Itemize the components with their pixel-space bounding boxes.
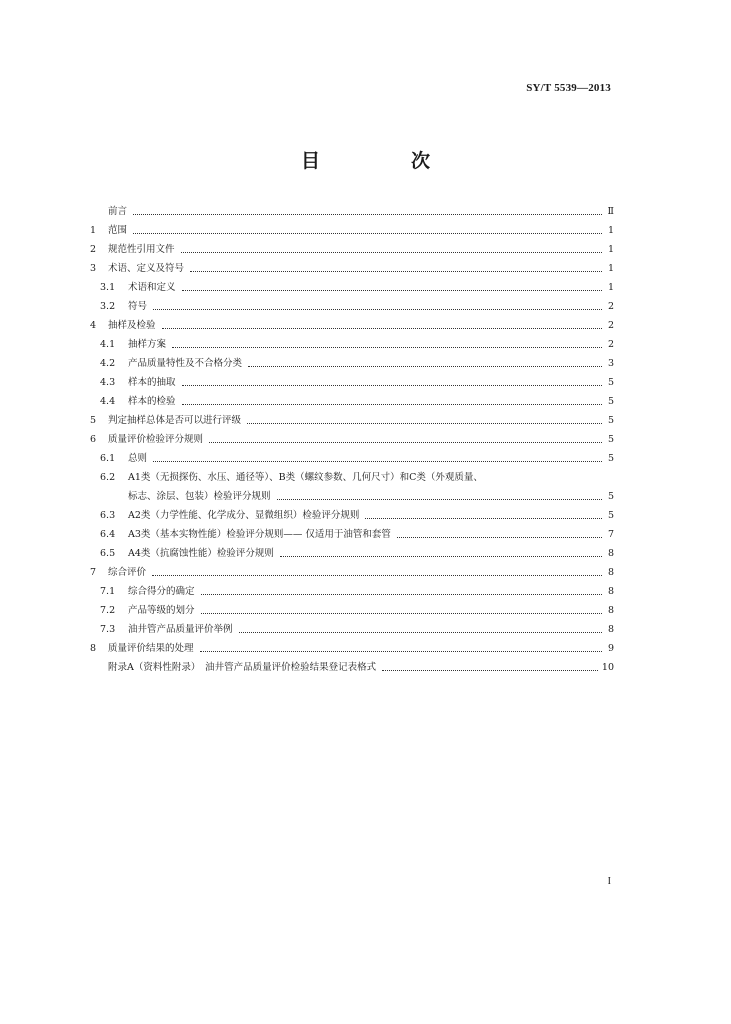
dot-leader	[365, 518, 602, 519]
toc-entry-number: 6.3	[100, 510, 116, 521]
toc-entry[interactable]	[90, 547, 614, 560]
toc-entry-page: Ⅱ	[607, 206, 614, 217]
toc-entry-page: 5	[607, 415, 614, 426]
toc-entry-number: 4	[90, 320, 97, 331]
toc-entry[interactable]	[90, 300, 614, 313]
dot-leader	[152, 575, 602, 576]
toc-entry-label: 判定抽样总体是否可以进行评级	[108, 415, 242, 426]
toc-entry-label: 规范性引用文件	[108, 244, 175, 255]
toc-entry-label: 范围	[108, 225, 128, 236]
dot-leader	[277, 499, 602, 500]
toc-entry[interactable]	[90, 338, 614, 351]
toc-entry-number: 6.1	[100, 453, 116, 464]
dot-leader	[382, 670, 598, 671]
toc-entry-page: 8	[607, 624, 614, 635]
dot-leader	[133, 233, 602, 234]
toc-entry-page: 5	[607, 510, 614, 521]
toc-entry-label: 术语、定义及符号	[108, 263, 185, 274]
toc-entry-number: 5	[90, 415, 97, 426]
toc-entry[interactable]	[90, 433, 614, 446]
toc-entry-label: 总则	[128, 453, 148, 464]
toc-entry-label: 油井管产品质量评价举例	[128, 624, 233, 635]
dot-leader	[201, 594, 602, 595]
toc-entry-page: 8	[607, 548, 614, 559]
toc-entry[interactable]	[90, 528, 614, 541]
toc-entry-page: 2	[607, 301, 614, 312]
toc-entry-label: 抽样方案	[128, 339, 167, 350]
toc-entry-page: 2	[607, 320, 614, 331]
toc-entry-page: 2	[607, 339, 614, 350]
toc-entry-page: 1	[607, 263, 614, 274]
toc-entry-number: 2	[90, 244, 97, 255]
toc-entry-number: 4.4	[100, 396, 116, 407]
document-code: SY/T 5539—2013	[526, 82, 611, 94]
dot-leader	[248, 366, 602, 367]
toc-entry-page: 5	[607, 434, 614, 445]
toc-entry-number: 3.1	[100, 282, 116, 293]
toc-entry-page: 10	[601, 662, 614, 673]
toc-entry[interactable]	[90, 661, 614, 674]
toc-entry[interactable]	[90, 642, 614, 655]
dot-leader	[182, 290, 602, 291]
toc-entry-page: 5	[607, 396, 614, 407]
toc-entry-label: 综合评价	[108, 567, 147, 578]
dot-leader	[182, 404, 602, 405]
toc-entry-label: 附录A（资料性附录） 油井管产品质量评价检验结果登记表格式	[108, 662, 377, 673]
page-number: I	[607, 876, 611, 887]
dot-leader	[200, 651, 602, 652]
table-of-contents	[90, 203, 614, 680]
toc-entry[interactable]	[90, 319, 614, 332]
toc-entry-label: 前言	[108, 206, 128, 217]
toc-entry-page: 1	[607, 244, 614, 255]
dot-leader	[181, 252, 602, 253]
dot-leader	[190, 271, 602, 272]
dot-leader	[247, 423, 602, 424]
toc-entry-label: A2类（力学性能、化学成分、显微组织）检验评分规则	[128, 510, 360, 521]
toc-entry[interactable]	[90, 395, 614, 408]
toc-entry-page: 5	[607, 453, 614, 464]
toc-entry-number: 6.2	[100, 472, 116, 483]
toc-entry-number: 6.4	[100, 529, 116, 540]
toc-entry-page: 7	[607, 529, 614, 540]
dot-leader	[280, 556, 602, 557]
toc-entry[interactable]	[90, 604, 614, 617]
dot-leader	[162, 328, 602, 329]
dot-leader	[209, 442, 602, 443]
dot-leader	[201, 613, 602, 614]
toc-entry[interactable]	[90, 281, 614, 294]
dot-leader	[182, 385, 602, 386]
toc-entry-label: 样本的检验	[128, 396, 176, 407]
toc-entry-label: 样本的抽取	[128, 377, 176, 388]
toc-entry-label: 产品质量特性及不合格分类	[128, 358, 243, 369]
toc-entry[interactable]	[90, 224, 614, 237]
toc-entry-page: 3	[607, 358, 614, 369]
toc-entry[interactable]	[90, 452, 614, 465]
toc-entry-label: A3类（基本实物性能）检验评分规则—— 仅适用于油管和套管	[128, 529, 391, 540]
toc-entry-number: 6	[90, 434, 97, 445]
dot-leader	[153, 309, 602, 310]
toc-entry-number: 7.3	[100, 624, 116, 635]
toc-entry-label: 抽样及检验	[108, 320, 156, 331]
toc-entry[interactable]	[90, 623, 614, 636]
toc-entry-label-continued: 标志、涂层、包装）检验评分规则	[128, 491, 271, 502]
toc-entry[interactable]	[90, 414, 614, 427]
toc-entry-page: 8	[607, 586, 614, 597]
page-title: 目 次	[300, 150, 466, 172]
toc-entry[interactable]	[90, 357, 614, 370]
toc-entry-page: 9	[607, 643, 614, 654]
toc-entry[interactable]	[90, 471, 614, 503]
toc-entry-number: 7.2	[100, 605, 116, 616]
toc-entry[interactable]	[90, 262, 614, 275]
dot-leader	[397, 537, 602, 538]
dot-leader	[239, 632, 602, 633]
toc-entry-page: 8	[607, 605, 614, 616]
toc-entry-number: 4.3	[100, 377, 116, 388]
toc-entry[interactable]	[90, 243, 614, 256]
toc-entry-label: A4类（抗腐蚀性能）检验评分规则	[128, 548, 274, 559]
toc-entry-number: 7	[90, 567, 97, 578]
toc-entry-page: 5	[607, 491, 614, 502]
toc-entry-label: 质量评价检验评分规则	[108, 434, 204, 445]
toc-entry-number: 3.2	[100, 301, 116, 312]
toc-entry-number: 8	[90, 643, 97, 654]
toc-entry-number: 6.5	[100, 548, 116, 559]
toc-entry-page: 8	[607, 567, 614, 578]
dot-leader	[153, 461, 602, 462]
toc-entry[interactable]	[90, 205, 614, 218]
toc-entry[interactable]	[90, 585, 614, 598]
toc-entry-number: 1	[90, 225, 97, 236]
toc-entry-number: 4.1	[100, 339, 116, 350]
toc-entry[interactable]	[90, 566, 614, 579]
toc-entry-page: 1	[607, 282, 614, 293]
toc-entry-label: 综合得分的确定	[128, 586, 195, 597]
toc-entry-page: 1	[607, 225, 614, 236]
dot-leader	[133, 214, 602, 215]
toc-entry-number: 7.1	[100, 586, 116, 597]
toc-entry-label: 产品等级的划分	[128, 605, 195, 616]
toc-entry-label: A1类（无损探伤、水压、通径等）、B类（螺纹参数、几何尺寸）和C类（外观质量、	[128, 472, 483, 483]
toc-entry-page: 5	[607, 377, 614, 388]
toc-entry-number: 3	[90, 263, 97, 274]
toc-entry[interactable]	[90, 509, 614, 522]
toc-entry-label: 术语和定义	[128, 282, 176, 293]
toc-entry-label: 符号	[128, 301, 148, 312]
toc-entry[interactable]	[90, 376, 614, 389]
dot-leader	[172, 347, 602, 348]
toc-entry-number: 4.2	[100, 358, 116, 369]
toc-entry-label: 质量评价结果的处理	[108, 643, 194, 654]
